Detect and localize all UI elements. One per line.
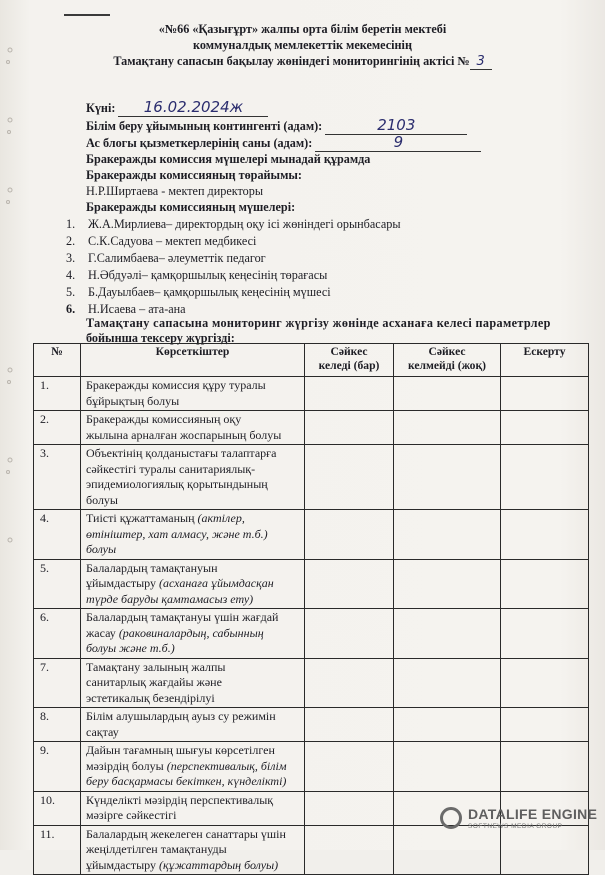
chair-label: Бракеражды комиссияның төрайымы:	[86, 168, 302, 182]
watermark-logo-icon	[440, 807, 462, 829]
act-number: 3	[470, 54, 492, 70]
col-header-num: №	[34, 344, 81, 377]
note-cell[interactable]	[501, 708, 589, 742]
date-row	[86, 98, 268, 117]
member-item: 2. С.К.Садуова – мектеп медбикесі	[66, 234, 257, 248]
table-row: 1. Бракеражды комиссия құру туралы бұйрықтың болуы	[34, 377, 589, 411]
yes-cell[interactable]	[305, 445, 394, 510]
table-row: 8. Білім алушылардың ауыз су режимін сақтау	[34, 708, 589, 742]
table-header-row	[34, 344, 589, 377]
yes-cell[interactable]	[305, 559, 394, 609]
col-header-no: Сәйкес келмейді (жоқ)	[394, 344, 501, 377]
yes-cell[interactable]	[305, 377, 394, 411]
table-row: 2. Бракеражды комиссияның оқу жылына арналған жоспарының болуы	[34, 411, 589, 445]
no-cell[interactable]	[394, 377, 501, 411]
binder-holes-decoration	[2, 40, 18, 560]
member-item: 5. Б.Дауылбаев– қамқоршылық кеңесінің мүшесі	[66, 285, 331, 299]
monitoring-table	[33, 343, 589, 875]
header-line-2: коммуналдық мемлекеттік мекемесінің	[193, 38, 412, 52]
table-row: 9. Дайын тағамның шығуы көрсетілген мәзірдің болуы (перспективалық, білім беру басқармасы бекіткен, күнделікті)	[34, 742, 589, 792]
watermark-title: DATALIFE ENGINE	[468, 806, 598, 822]
col-header-indicators: Көрсеткіштер	[81, 344, 305, 377]
cooks-value: 9	[315, 133, 481, 152]
member-item: 3. Г.Салимбаева– әлеуметтік педагог	[66, 251, 266, 265]
contingent-value: 2103	[325, 116, 467, 135]
date-value: 16.02.2024ж	[118, 98, 268, 117]
table-row: 4. Тиісті құжаттаманың (актілер, өтініштер, хат алмасу, және т.б.) болуы	[34, 510, 589, 560]
no-cell[interactable]	[394, 559, 501, 609]
yes-cell[interactable]	[305, 510, 394, 560]
no-cell[interactable]	[394, 658, 501, 708]
table-row: 5. Балалардың тамақтануын ұйымдастыру (асханаға ұйымдасқан түрде баруды қамтамасыз ету)	[34, 559, 589, 609]
table-row: 11. Балалардың жекелеген санаттары үшін жеңілдетілген тамақтануды ұйымдастыру (құжаттардың болуы)	[34, 825, 589, 875]
note-cell[interactable]	[501, 377, 589, 411]
no-cell[interactable]	[394, 445, 501, 510]
col-header-note: Ескерту	[501, 344, 589, 377]
table-row: 7. Тамақтану залының жалпы санитарлық жағдайы және эстетикалық безендірілуі	[34, 658, 589, 708]
yes-cell[interactable]	[305, 791, 394, 825]
yes-cell[interactable]	[305, 609, 394, 659]
watermark-subtitle: SOFTNEWS MEDIA GROUP	[468, 823, 563, 830]
member-item: 1. Ж.А.Мирлиева– директордың оқу ісі жөніндегі орынбасары	[66, 217, 401, 231]
top-rule	[64, 14, 110, 16]
yes-cell[interactable]	[305, 411, 394, 445]
note-cell[interactable]	[501, 510, 589, 560]
no-cell[interactable]	[394, 411, 501, 445]
note-cell[interactable]	[501, 559, 589, 609]
table-row: 10. Күнделікті мәзірдің перспективалық мәзірге сәйкестігі	[34, 791, 589, 825]
header-line-1: «№66 «Қазығұрт» жалпы орта білім беретін мектебі	[158, 22, 447, 36]
chair-name: Н.Р.Ширтаева - мектеп директоры	[86, 184, 264, 198]
members-label: Бракеражды комиссияның мүшелері:	[86, 200, 296, 214]
note-cell[interactable]	[501, 742, 589, 792]
intro-paragraph-line-1: Тамақтану сапасына мониторинг жүргізу жөнінде асханаға келесі параметрлер	[86, 316, 551, 330]
no-cell[interactable]	[394, 510, 501, 560]
cooks-label: Ас блогы қызметкерлерінің саны (адам):	[86, 136, 313, 150]
no-cell[interactable]	[394, 742, 501, 792]
note-cell[interactable]	[501, 658, 589, 708]
header-line-3	[0, 54, 605, 70]
watermark	[440, 804, 600, 832]
no-cell[interactable]	[394, 708, 501, 742]
contingent-label: Білім беру ұйымының контингенті (адам):	[86, 119, 323, 133]
note-cell[interactable]	[501, 445, 589, 510]
member-item: 4. Н.Әбдуәлі– қамқоршылық кеңесінің төрағасы	[66, 268, 328, 282]
yes-cell[interactable]	[305, 658, 394, 708]
date-label: Күні:	[86, 101, 116, 115]
cooks-row	[86, 133, 481, 152]
yes-cell[interactable]	[305, 708, 394, 742]
table-row: 6. Балалардың тамақтануы үшін жағдай жасау (раковиналардың, сабынның болуы және т.б.)	[34, 609, 589, 659]
act-title: Тамақтану сапасын бақылау жөніндегі мониторингінің актісі №	[113, 54, 470, 68]
note-cell[interactable]	[501, 609, 589, 659]
no-cell[interactable]	[394, 609, 501, 659]
table-row: 3. Объектінің қолданыстағы талаптарға сәйкестігі туралы санитариялық- эпидемиологиялық қорытындының болуы	[34, 445, 589, 510]
col-header-yes: Сәйкес келеді (бар)	[305, 344, 394, 377]
yes-cell[interactable]	[305, 742, 394, 792]
member-item: 6. Н.Исаева – ата-ана	[66, 302, 186, 316]
intro-paragraph-line-2: бойынша тексеру жүргізді:	[86, 331, 235, 345]
commission-intro: Бракеражды комиссия мүшелері мынадай құрамда	[86, 152, 371, 166]
note-cell[interactable]	[501, 411, 589, 445]
